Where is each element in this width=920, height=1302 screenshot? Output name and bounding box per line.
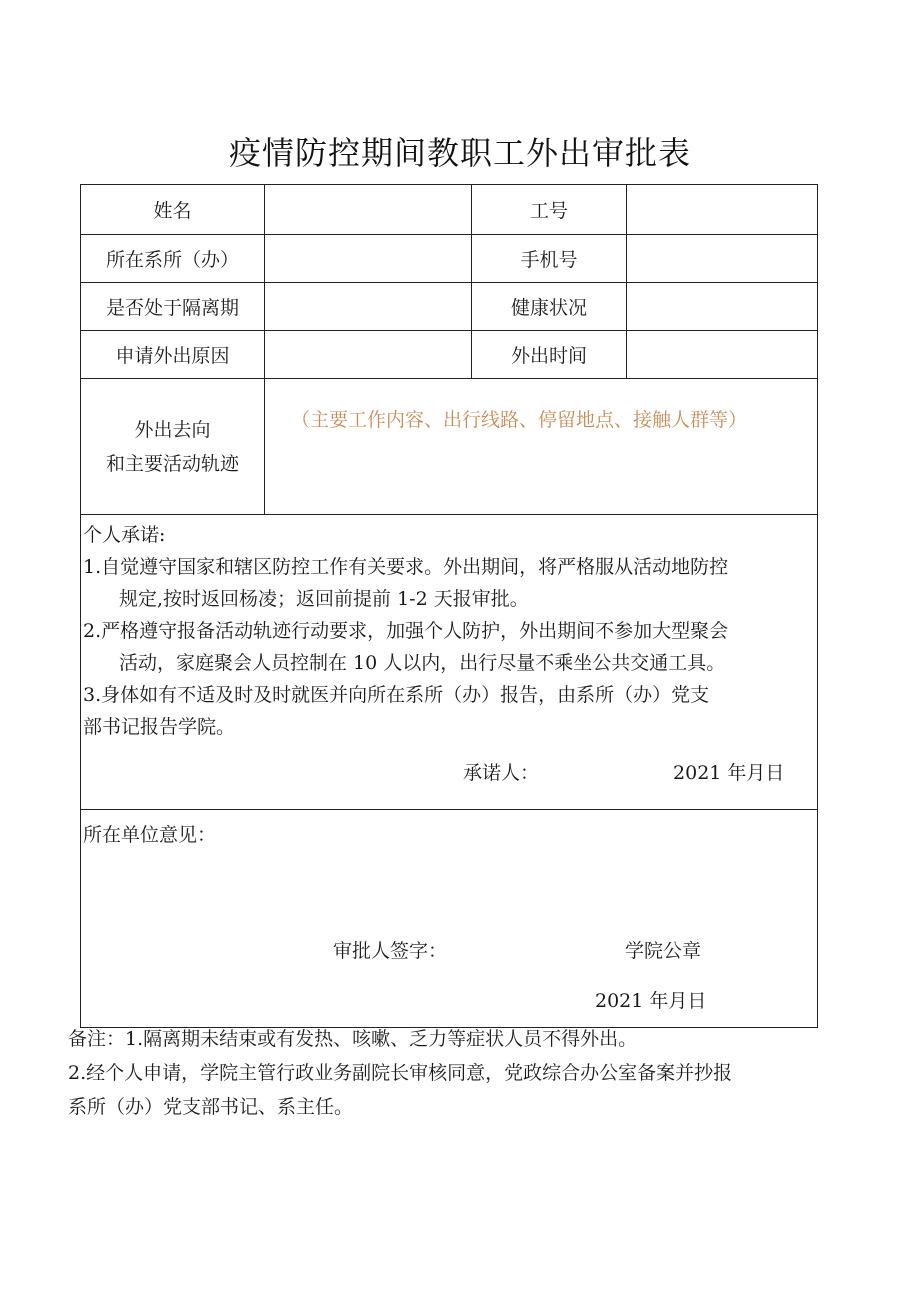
promise-item-2: 2.严格遵守报备活动轨迹行动要求，加强个人防护，外出期间不参加大型聚会 bbox=[83, 620, 729, 642]
route-label-line1: 外出去向 bbox=[134, 418, 211, 441]
phone-label: 手机号 bbox=[472, 235, 627, 283]
route-field[interactable] bbox=[265, 379, 818, 515]
reason-label: 申请外出原因 bbox=[81, 331, 265, 379]
route-hint: （主要工作内容、出行线路、停留地点、接触人群等） bbox=[291, 409, 748, 431]
opinion-heading: 所在单位意见： bbox=[83, 824, 217, 846]
department-field[interactable] bbox=[265, 235, 472, 283]
quarantine-field[interactable] bbox=[265, 283, 472, 331]
health-field[interactable] bbox=[627, 283, 818, 331]
page-title: 疫情防控期间教职工外出审批表 bbox=[228, 134, 691, 172]
approval-form-table bbox=[80, 184, 818, 1028]
note-line-3: 系所（办）党支部书记、系主任。 bbox=[68, 1096, 354, 1118]
notes bbox=[68, 1022, 838, 1124]
time-field[interactable] bbox=[627, 331, 818, 379]
health-label: 健康状况 bbox=[472, 283, 627, 331]
time-label: 外出时间 bbox=[472, 331, 627, 379]
promise-item-2-cont: 活动，家庭聚会人员控制在 10 人以内，出行尽量不乘坐公共交通工具。 bbox=[119, 652, 726, 674]
department-label: 所在系所（办） bbox=[81, 235, 265, 283]
promise-signer-label: 承诺人： bbox=[463, 762, 540, 784]
note-line-1: 备注：1.隔离期未结束或有发热、咳嗽、乏力等症状人员不得外出。 bbox=[68, 1028, 638, 1050]
phone-field[interactable] bbox=[627, 235, 818, 283]
route-label bbox=[81, 379, 265, 515]
promise-item-1-cont: 规定,按时返回杨凌；返回前提前 1-2 天报审批。 bbox=[119, 588, 529, 610]
promise-item-3-cont: 部书记报告学院。 bbox=[83, 716, 236, 738]
quarantine-label: 是否处于隔离期 bbox=[81, 283, 265, 331]
reason-field[interactable] bbox=[265, 331, 472, 379]
approver-signature-label: 审批人签字： bbox=[333, 940, 448, 962]
promise-date: 2021 年月日 bbox=[673, 762, 785, 784]
promise-item-3: 3.身体如有不适及时及时就医并向所在系所（办）报告，由系所（办）党支 bbox=[83, 684, 710, 706]
personal-promise-section bbox=[81, 515, 818, 810]
promise-heading: 个人承诺: bbox=[83, 524, 166, 546]
name-field[interactable] bbox=[265, 185, 472, 235]
promise-item-1: 1.自觉遵守国家和辖区防控工作有关要求。外出期间，将严格服从活动地防控 bbox=[83, 556, 729, 578]
staff-id-field[interactable] bbox=[627, 185, 818, 235]
unit-opinion-section[interactable] bbox=[81, 810, 818, 1028]
route-label-line2: 和主要活动轨迹 bbox=[105, 452, 239, 475]
note-line-2: 2.经个人申请，学院主管行政业务副院长审核同意，党政综合办公室备案并抄报 bbox=[68, 1062, 733, 1084]
name-label: 姓名 bbox=[81, 185, 265, 235]
staff-id-label: 工号 bbox=[472, 185, 627, 235]
opinion-date: 2021 年月日 bbox=[595, 990, 707, 1012]
college-seal-label: 学院公章 bbox=[625, 940, 702, 962]
